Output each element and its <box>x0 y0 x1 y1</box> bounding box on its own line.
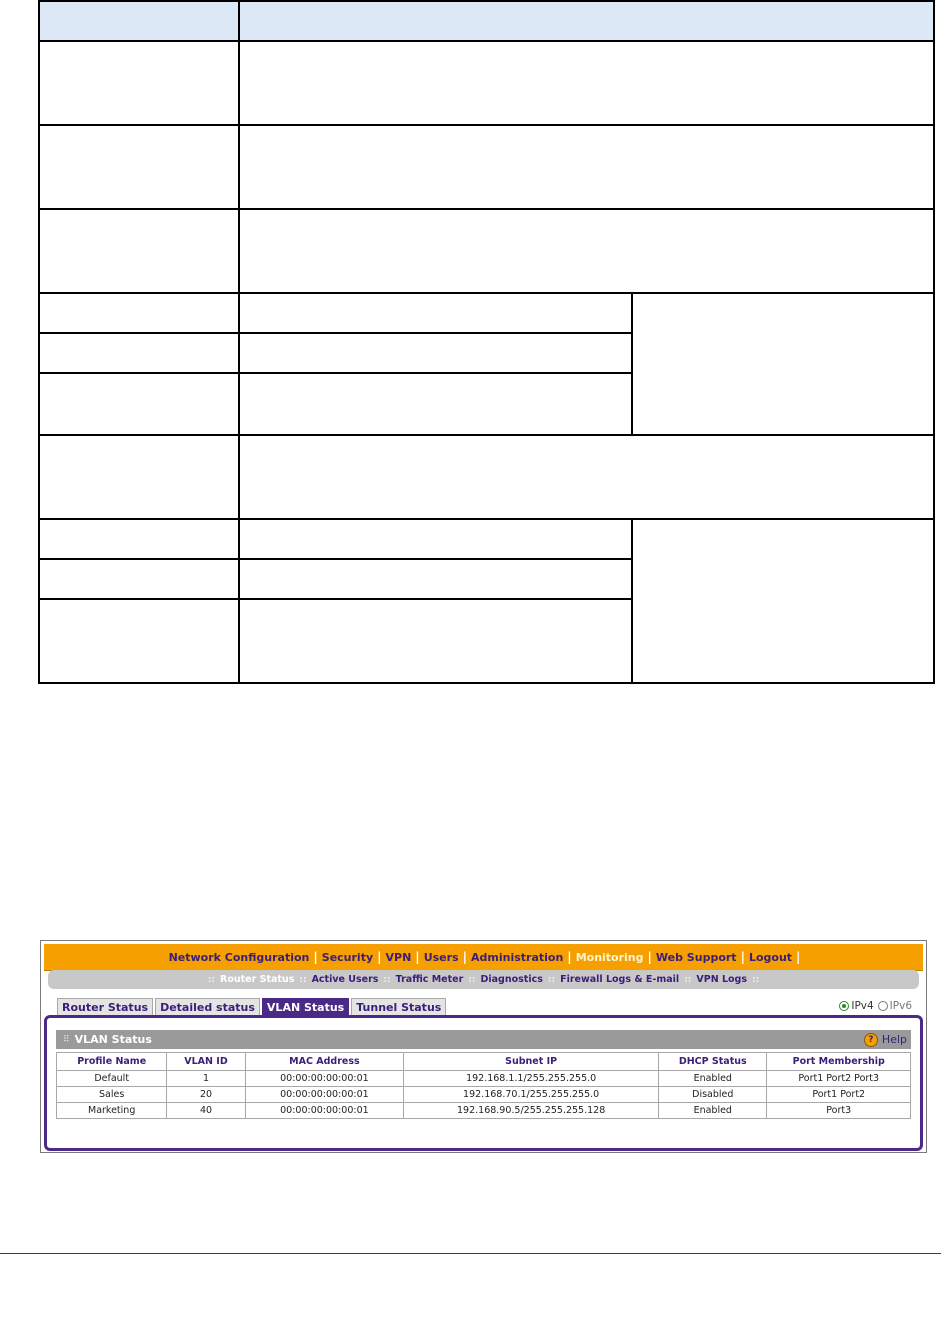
nav-logout[interactable]: Logout <box>748 950 793 964</box>
ip-version-selector <box>839 1000 916 1012</box>
table-cell: 192.168.90.5/255.255.255.128 <box>404 1103 659 1119</box>
sub-navigation <box>48 970 919 989</box>
column-header: Profile Name <box>57 1053 167 1071</box>
table-rule <box>38 208 935 210</box>
nav-separator: | <box>567 950 572 964</box>
subnav-separator: :: <box>547 974 556 985</box>
nav-separator: | <box>377 950 382 964</box>
table-cell: Marketing <box>57 1103 167 1119</box>
subnav-separator: :: <box>299 974 307 985</box>
table-cell: 40 <box>167 1103 245 1119</box>
nav-separator: | <box>796 950 801 964</box>
table-rule <box>38 558 633 560</box>
ipv4-label: IPv4 <box>851 1000 874 1012</box>
table-rule <box>238 0 240 684</box>
table-rule <box>933 0 935 684</box>
table-cell: 1 <box>167 1071 245 1087</box>
table-cell: Enabled <box>659 1071 767 1087</box>
nav-separator: | <box>415 950 420 964</box>
subnav-separator: :: <box>207 974 216 985</box>
router-ui-screenshot <box>40 940 927 1153</box>
table-cell: 00:00:00:00:00:01 <box>245 1071 404 1087</box>
table-cell: Sales <box>57 1087 167 1103</box>
nav-separator: | <box>462 950 467 964</box>
column-header: Port Membership <box>767 1053 911 1071</box>
vlan-table <box>56 1052 911 1119</box>
table-cell: Disabled <box>659 1087 767 1103</box>
tab-vlan-status[interactable]: VLAN Status <box>262 998 349 1016</box>
column-header: VLAN ID <box>167 1053 245 1071</box>
table-cell: Default <box>57 1071 167 1087</box>
column-header: Subnet IP <box>404 1053 659 1071</box>
page-footer-rule <box>0 1253 941 1254</box>
subnav-diagnostics[interactable]: Diagnostics <box>480 974 543 985</box>
tab-router-status[interactable]: Router Status <box>57 998 153 1016</box>
document-table <box>38 0 935 684</box>
table-rule <box>38 434 935 436</box>
vlan-status-panel <box>44 1015 923 1151</box>
table-rule <box>38 292 935 294</box>
table-rule <box>38 0 935 2</box>
nav-separator: | <box>740 950 745 964</box>
nav-separator: | <box>313 950 318 964</box>
help-icon[interactable]: ? <box>864 1033 878 1047</box>
table-cell: 192.168.70.1/255.255.255.0 <box>404 1087 659 1103</box>
table-rule <box>38 682 935 684</box>
status-tabs <box>57 998 448 1016</box>
nav-monitoring[interactable]: Monitoring <box>575 950 644 964</box>
table-row <box>57 1071 911 1087</box>
table-header-row <box>57 1053 911 1071</box>
help-label[interactable]: Help <box>881 1033 907 1046</box>
table-rule <box>38 0 40 684</box>
table-rule <box>38 124 935 126</box>
nav-users[interactable]: Users <box>423 950 459 964</box>
ipv4-radio[interactable] <box>839 1001 849 1011</box>
table-cell: 00:00:00:00:00:01 <box>245 1087 404 1103</box>
subnav-active-users[interactable]: Active Users <box>311 974 379 985</box>
nav-vpn[interactable]: VPN <box>385 950 412 964</box>
subnav-router-status[interactable]: Router Status <box>220 974 295 985</box>
table-rule <box>631 518 633 684</box>
subnav-separator: :: <box>684 974 692 985</box>
table-row <box>57 1087 911 1103</box>
ipv6-radio[interactable] <box>878 1001 888 1011</box>
nav-network-configuration[interactable]: Network Configuration <box>168 950 310 964</box>
table-row <box>57 1103 911 1119</box>
nav-web-support[interactable]: Web Support <box>655 950 737 964</box>
column-header: MAC Address <box>245 1053 404 1071</box>
subnav-vpn-logs[interactable]: VPN Logs <box>696 974 747 985</box>
table-rule <box>38 598 633 600</box>
table-rule <box>38 372 633 374</box>
table-cell: 192.168.1.1/255.255.255.0 <box>404 1071 659 1087</box>
subnav-firewall-logs[interactable]: Firewall Logs & E-mail <box>560 974 680 985</box>
ipv6-label: IPv6 <box>889 1000 912 1012</box>
table-cell: Enabled <box>659 1103 767 1119</box>
subnav-separator: :: <box>383 974 391 985</box>
panel-title: VLAN Status <box>74 1033 152 1046</box>
nav-separator: | <box>647 950 652 964</box>
table-rule <box>631 292 633 436</box>
help-link[interactable] <box>864 1033 907 1047</box>
column-header: DHCP Status <box>659 1053 767 1071</box>
subnav-traffic-meter[interactable]: Traffic Meter <box>395 974 464 985</box>
table-rule <box>38 518 935 520</box>
panel-header <box>56 1030 911 1049</box>
tab-detailed-status[interactable]: Detailed status <box>155 998 260 1016</box>
nav-security[interactable]: Security <box>321 950 374 964</box>
table-cell: 20 <box>167 1087 245 1103</box>
grip-icon: ⠿ <box>63 1034 70 1045</box>
tab-tunnel-status[interactable]: Tunnel Status <box>351 998 446 1016</box>
document-table-header <box>38 0 935 42</box>
nav-administration[interactable]: Administration <box>471 950 564 964</box>
table-rule <box>38 40 935 42</box>
subnav-separator: :: <box>751 974 760 985</box>
table-cell: Port1 Port2 <box>767 1087 911 1103</box>
subnav-separator: :: <box>468 974 476 985</box>
table-cell: Port3 <box>767 1103 911 1119</box>
table-cell: 00:00:00:00:00:01 <box>245 1103 404 1119</box>
table-rule <box>38 332 633 334</box>
table-cell: Port1 Port2 Port3 <box>767 1071 911 1087</box>
top-navigation <box>44 944 923 971</box>
